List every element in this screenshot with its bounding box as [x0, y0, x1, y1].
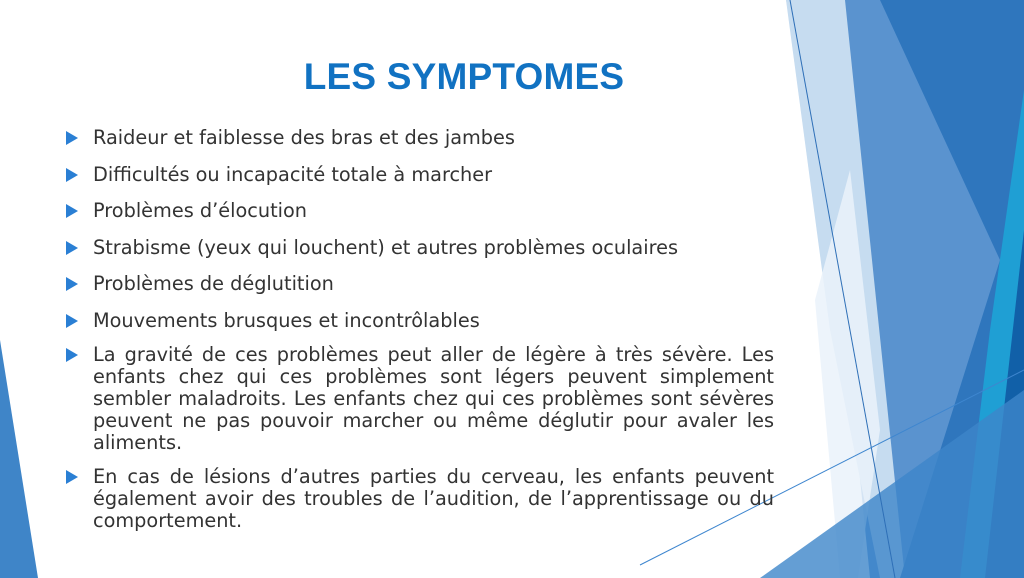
bullet-arrow-icon — [66, 314, 78, 328]
list-item-text: Problèmes d’élocution — [93, 199, 308, 222]
bullet-arrow-icon — [66, 277, 78, 291]
list-item-text: Raideur et faiblesse des bras et des jambes — [93, 126, 515, 149]
bullet-arrow-icon — [66, 348, 78, 362]
list-item — [66, 235, 774, 261]
list-item-text: Strabisme (yeux qui louchent) et autres problèmes oculaires — [93, 235, 679, 259]
list-item — [66, 271, 774, 297]
list-item — [66, 344, 774, 454]
list-item-text: Mouvements brusques et incontrôlables — [93, 308, 480, 332]
list-item-text: La gravité de ces problèmes peut aller de légère à très sévère. Les enfants chez qui ces problèmes sont légers peuvent simplement sembler maladroits. Les enfants chez qui ces problèmes sont sévères peuvent ne pas pouvoir marcher ou même déglutir pour avaler les aliments. — [93, 343, 774, 454]
list-item-text: En cas de lésions d’autres parties du cerveau, les enfants peuvent également avoir des troubles de l’audition, de l’apprentissage ou du comportement. — [93, 465, 774, 532]
bullet-arrow-icon — [66, 168, 78, 182]
deco-left-accent — [0, 340, 38, 578]
list-item — [66, 162, 774, 188]
bullet-arrow-icon — [66, 204, 78, 218]
symptom-list — [66, 125, 774, 544]
bullet-arrow-icon — [66, 241, 78, 255]
list-item — [66, 198, 774, 224]
bullet-arrow-icon — [66, 131, 78, 145]
slide-title: LES SYMPTOMES — [303, 56, 625, 97]
list-item-text: Difficultés ou incapacité totale à marcher — [93, 162, 493, 186]
list-item — [66, 308, 774, 334]
list-item — [66, 466, 774, 532]
list-item-text: Problèmes de déglutition — [93, 272, 334, 295]
bullet-arrow-icon — [66, 470, 78, 484]
list-item — [66, 125, 774, 151]
